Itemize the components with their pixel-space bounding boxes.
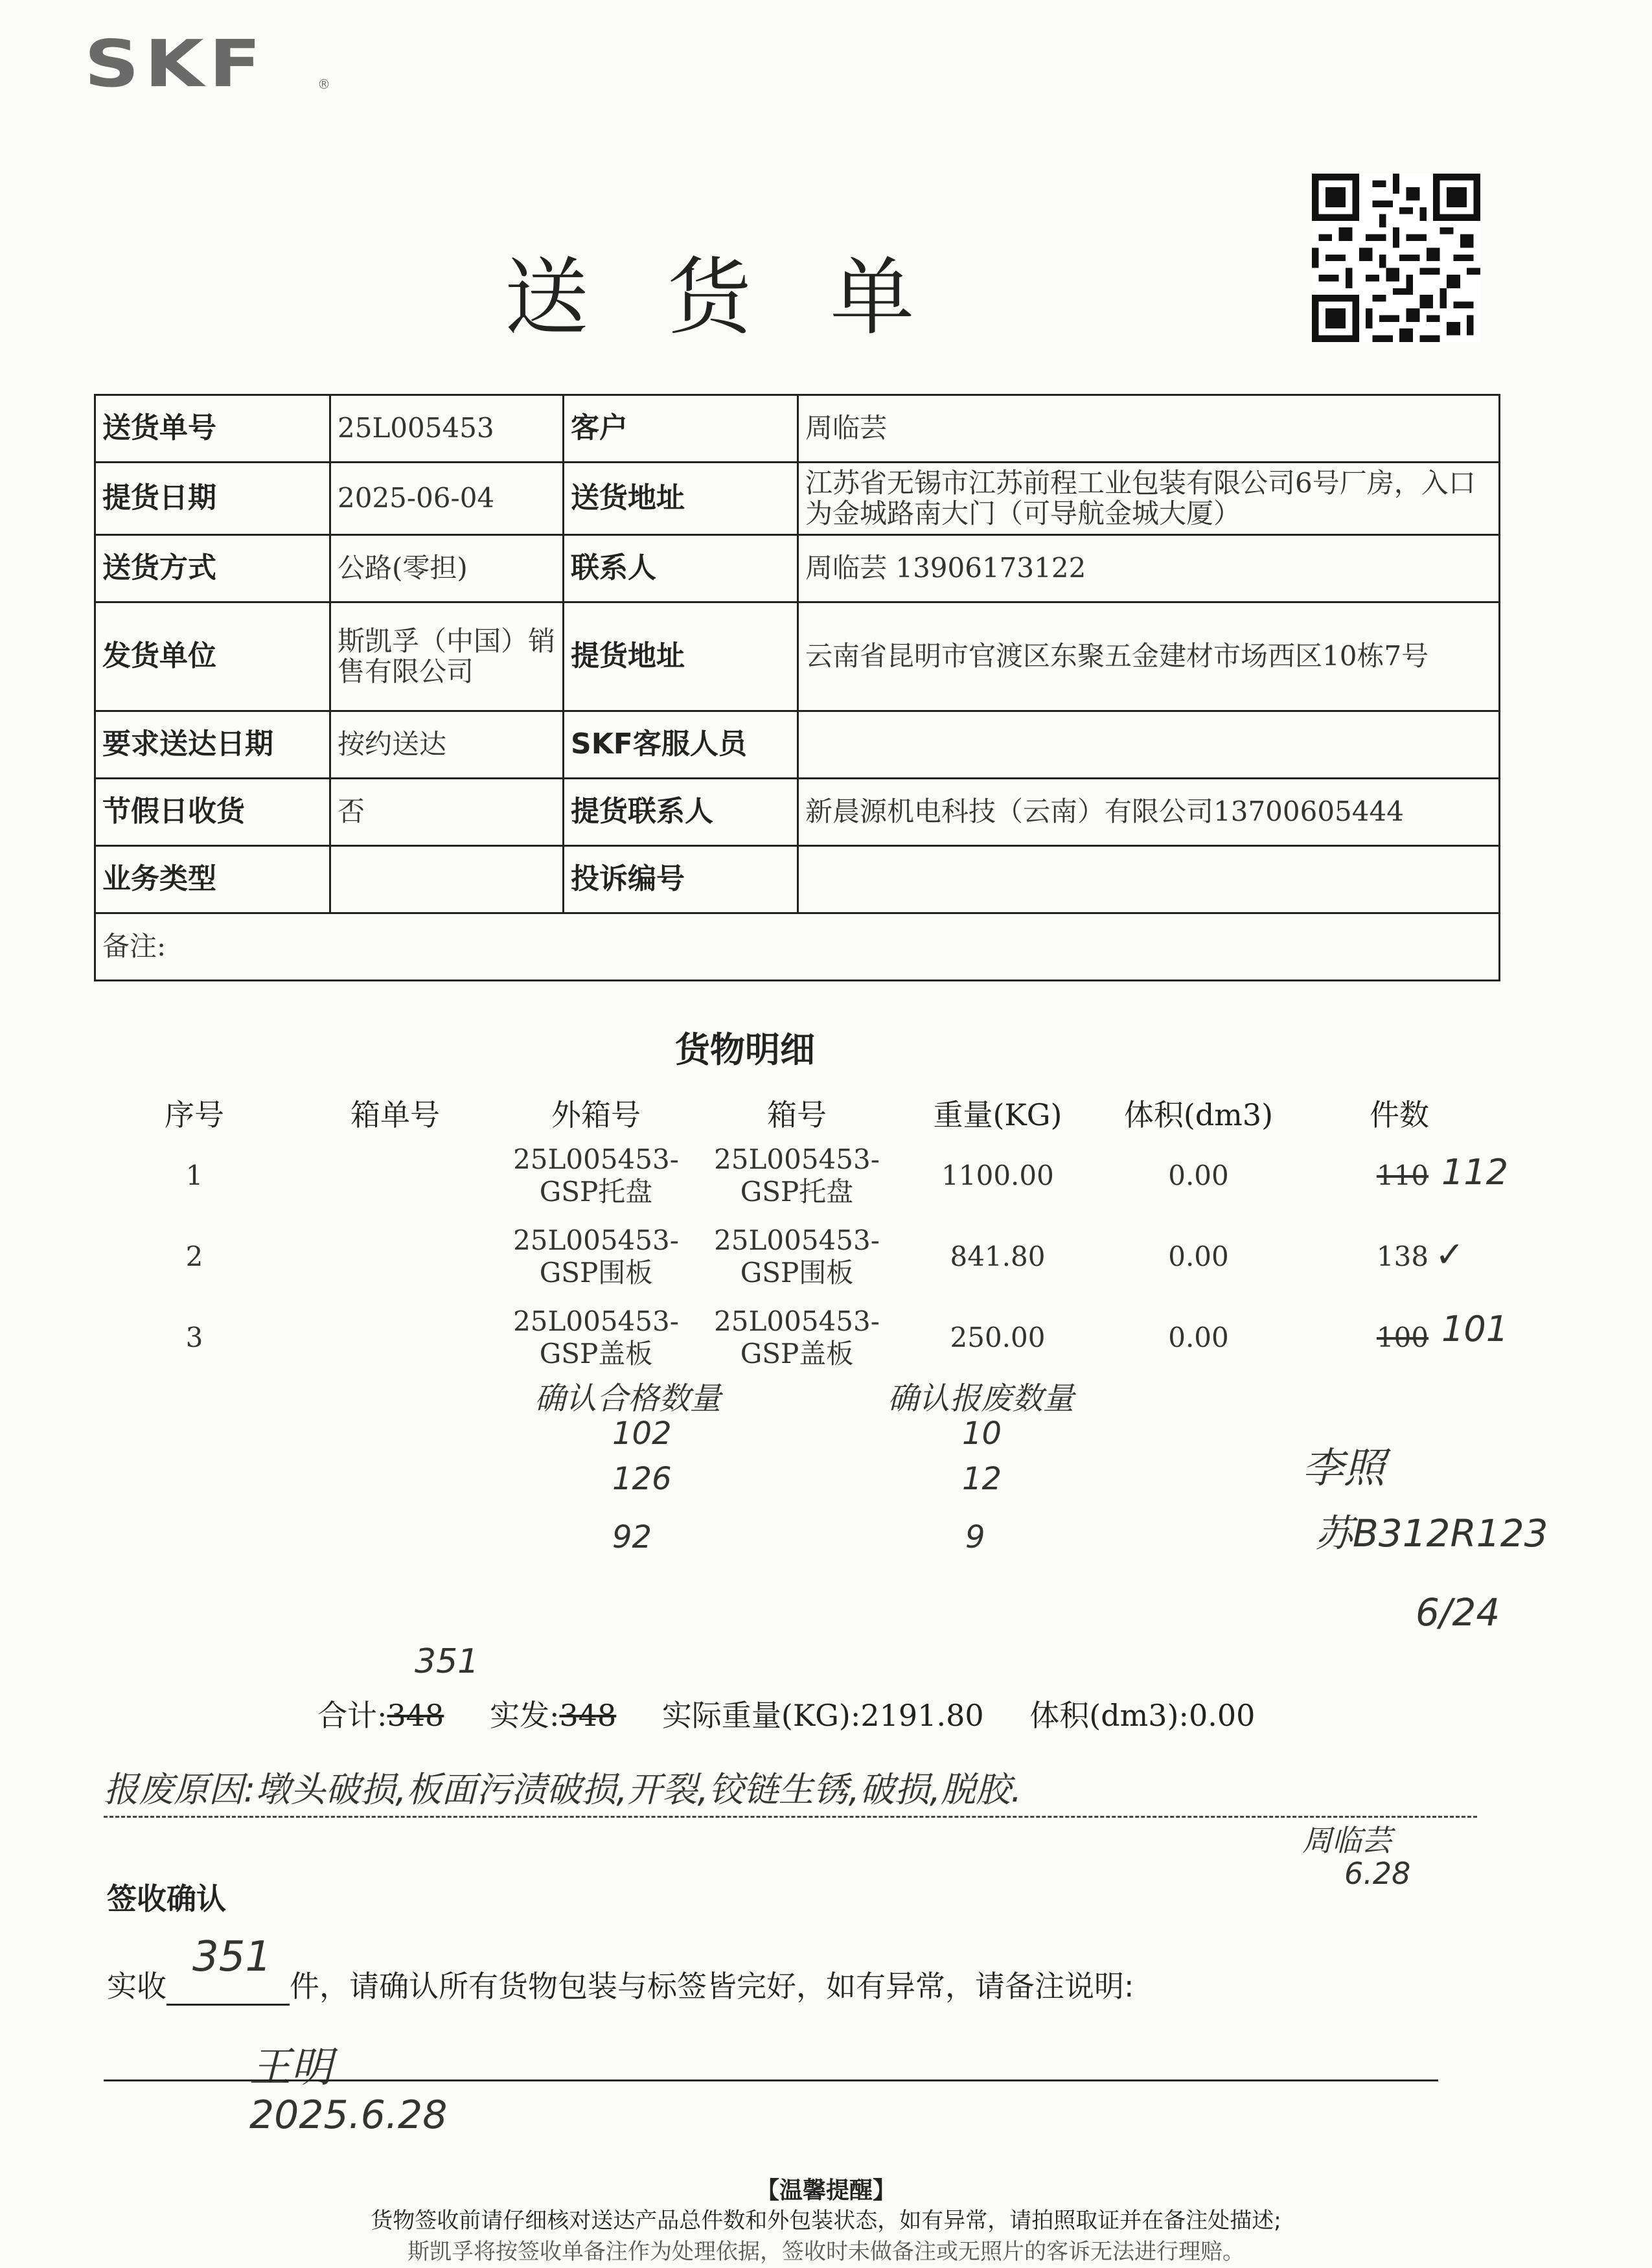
info-label: 送货地址 bbox=[564, 463, 798, 535]
reason-sign-date: 6.28 bbox=[1344, 1856, 1411, 1891]
goods-seq: 1 bbox=[185, 1160, 203, 1191]
volume-label: 体积(dm3): bbox=[1029, 1698, 1189, 1733]
info-row bbox=[95, 779, 1500, 846]
scrap-qty-label: 确认报废数量 bbox=[888, 1380, 1075, 1417]
info-row bbox=[95, 711, 1500, 779]
remark-blank-line bbox=[104, 2079, 1438, 2081]
goods-qty: 110 bbox=[1376, 1160, 1429, 1191]
goods-seq: 3 bbox=[185, 1322, 203, 1353]
info-value: 周临芸 13906173122 bbox=[798, 535, 1500, 602]
info-row bbox=[95, 535, 1500, 602]
col-header-packing-no: 箱单号 bbox=[350, 1097, 440, 1132]
received-qty-field bbox=[166, 1933, 290, 2006]
notice-title: 【温馨提醒】 bbox=[755, 2177, 896, 2204]
qualified-qty: 126 bbox=[612, 1461, 672, 1497]
goods-seq: 2 bbox=[185, 1241, 203, 1272]
notice-line: 斯凯孚将按签收单备注作为处理依据，签收时未做备注或无照片的客诉无法进行理赔。 bbox=[407, 2239, 1245, 2265]
goods-weight: 250.00 bbox=[950, 1322, 1046, 1353]
goods-qty-correction: 112 bbox=[1441, 1152, 1509, 1193]
info-label: 发货单位 bbox=[95, 602, 330, 711]
info-value: 斯凯孚（中国）销售有限公司 bbox=[330, 602, 564, 711]
sign-confirm-title: 签收确认 bbox=[107, 1881, 226, 1916]
col-header-outer-box: 外箱号 bbox=[551, 1097, 641, 1132]
check-mark-icon: ✓ bbox=[1435, 1234, 1465, 1275]
total-value: 348 bbox=[387, 1698, 444, 1733]
info-row bbox=[95, 846, 1500, 913]
goods-box: 25L005453-GSP盖板 bbox=[714, 1305, 880, 1370]
remark-label: 备注: bbox=[95, 913, 1500, 981]
goods-qty: 138 bbox=[1376, 1241, 1429, 1272]
document-title: 送 货 单 bbox=[504, 248, 941, 347]
qualified-qty-label: 确认合格数量 bbox=[534, 1380, 722, 1417]
info-value: 公路(零担) bbox=[330, 535, 564, 602]
received-prefix: 实收 bbox=[107, 1969, 166, 2004]
info-value bbox=[798, 711, 1500, 779]
goods-weight: 1100.00 bbox=[941, 1160, 1054, 1191]
goods-volume: 0.00 bbox=[1168, 1322, 1229, 1353]
info-label: 送货方式 bbox=[95, 535, 330, 602]
info-value bbox=[798, 846, 1500, 913]
info-value: 按约送达 bbox=[330, 711, 564, 779]
shipped-label: 实发: bbox=[489, 1698, 560, 1733]
col-header-qty: 件数 bbox=[1370, 1097, 1429, 1132]
qualified-qty: 92 bbox=[612, 1519, 652, 1555]
handwritten-date: 6/24 bbox=[1416, 1590, 1500, 1634]
registered-mark: ® bbox=[317, 76, 330, 92]
info-label: 投诉编号 bbox=[564, 846, 798, 913]
info-row bbox=[95, 602, 1500, 711]
info-value: 江苏省无锡市江苏前程工业包装有限公司6号厂房，入口为金城路南大门（可导航金城大厦） bbox=[798, 463, 1500, 535]
goods-qty: 100 bbox=[1376, 1322, 1429, 1353]
info-value: 云南省昆明市官渡区东聚五金建材市场西区10栋7号 bbox=[798, 602, 1500, 711]
goods-outer-box: 25L005453-GSP围板 bbox=[513, 1224, 679, 1289]
receiver-signature: 王明 bbox=[249, 2044, 332, 2092]
summary-line bbox=[317, 1692, 1354, 1735]
col-header-box: 箱号 bbox=[767, 1097, 827, 1132]
info-label: 提货地址 bbox=[564, 602, 798, 711]
scrap-qty: 9 bbox=[965, 1519, 985, 1555]
info-value: 否 bbox=[330, 779, 564, 846]
goods-box: 25L005453-GSP围板 bbox=[714, 1224, 880, 1289]
handwritten-plate: 苏B312R123 bbox=[1315, 1511, 1548, 1555]
info-label: 要求送达日期 bbox=[95, 711, 330, 779]
total-label: 合计: bbox=[317, 1698, 387, 1733]
skf-logo: SKF bbox=[84, 25, 267, 102]
received-qty-hand: 351 bbox=[192, 1933, 272, 1981]
goods-outer-box: 25L005453-GSP盖板 bbox=[513, 1305, 679, 1370]
info-value: 周临芸 bbox=[798, 395, 1500, 463]
info-value: 新晨源机电科技（云南）有限公司13700605444 bbox=[798, 779, 1500, 846]
col-header-weight: 重量(KG) bbox=[933, 1097, 1062, 1132]
info-value: 25L005453 bbox=[330, 395, 564, 463]
goods-outer-box: 25L005453-GSP托盘 bbox=[513, 1143, 679, 1208]
notice-line: 货物签收前请仔细核对送达产品总件数和外包装状态，如有异常，请拍照取证并在备注处描述; bbox=[371, 2208, 1281, 2234]
info-label: 提货日期 bbox=[95, 463, 330, 535]
info-label: 送货单号 bbox=[95, 395, 330, 463]
info-label: 客户 bbox=[564, 395, 798, 463]
info-value: 2025-06-04 bbox=[330, 463, 564, 535]
info-value bbox=[330, 846, 564, 913]
delivery-info-table bbox=[94, 394, 1500, 981]
col-header-seq: 序号 bbox=[165, 1097, 224, 1132]
total-correction: 351 bbox=[415, 1642, 479, 1681]
info-label: 节假日收货 bbox=[95, 779, 330, 846]
info-label: SKF客服人员 bbox=[564, 711, 798, 779]
goods-qty-correction: 101 bbox=[1441, 1309, 1509, 1349]
goods-detail-title: 货物明细 bbox=[675, 1029, 815, 1070]
col-header-volume: 体积(dm3) bbox=[1123, 1097, 1274, 1132]
info-label: 提货联系人 bbox=[564, 779, 798, 846]
info-label: 业务类型 bbox=[95, 846, 330, 913]
scrap-qty: 12 bbox=[962, 1461, 1002, 1497]
info-row bbox=[95, 463, 1500, 535]
remark-row bbox=[95, 913, 1500, 981]
actual-weight-label: 实际重量(KG): bbox=[661, 1698, 861, 1733]
volume-value: 0.00 bbox=[1188, 1698, 1256, 1733]
shipped-value: 348 bbox=[559, 1698, 617, 1733]
info-label: 联系人 bbox=[564, 535, 798, 602]
scrap-reason: 报废原因:墩头破损,板面污渍破损,开裂,铰链生锈,破损,脱胶. bbox=[104, 1762, 1477, 1818]
received-suffix: 件，请确认所有货物包装与标签皆完好，如有异常，请备注说明: bbox=[290, 1969, 1134, 2004]
reason-signature: 周临芸 bbox=[1302, 1823, 1392, 1858]
qualified-qty: 102 bbox=[612, 1415, 672, 1452]
goods-weight: 841.80 bbox=[950, 1241, 1046, 1272]
actual-weight-value: 2191.80 bbox=[860, 1698, 984, 1733]
goods-volume: 0.00 bbox=[1168, 1241, 1229, 1272]
qr-code-icon bbox=[1312, 174, 1480, 342]
scrap-qty: 10 bbox=[962, 1415, 1002, 1452]
receiver-sign-date: 2025.6.28 bbox=[249, 2092, 448, 2138]
goods-box: 25L005453-GSP托盘 bbox=[714, 1143, 880, 1208]
receipt-line bbox=[107, 1933, 1134, 2006]
goods-volume: 0.00 bbox=[1168, 1160, 1229, 1191]
handwritten-name: 李照 bbox=[1302, 1445, 1385, 1493]
info-row bbox=[95, 395, 1500, 463]
